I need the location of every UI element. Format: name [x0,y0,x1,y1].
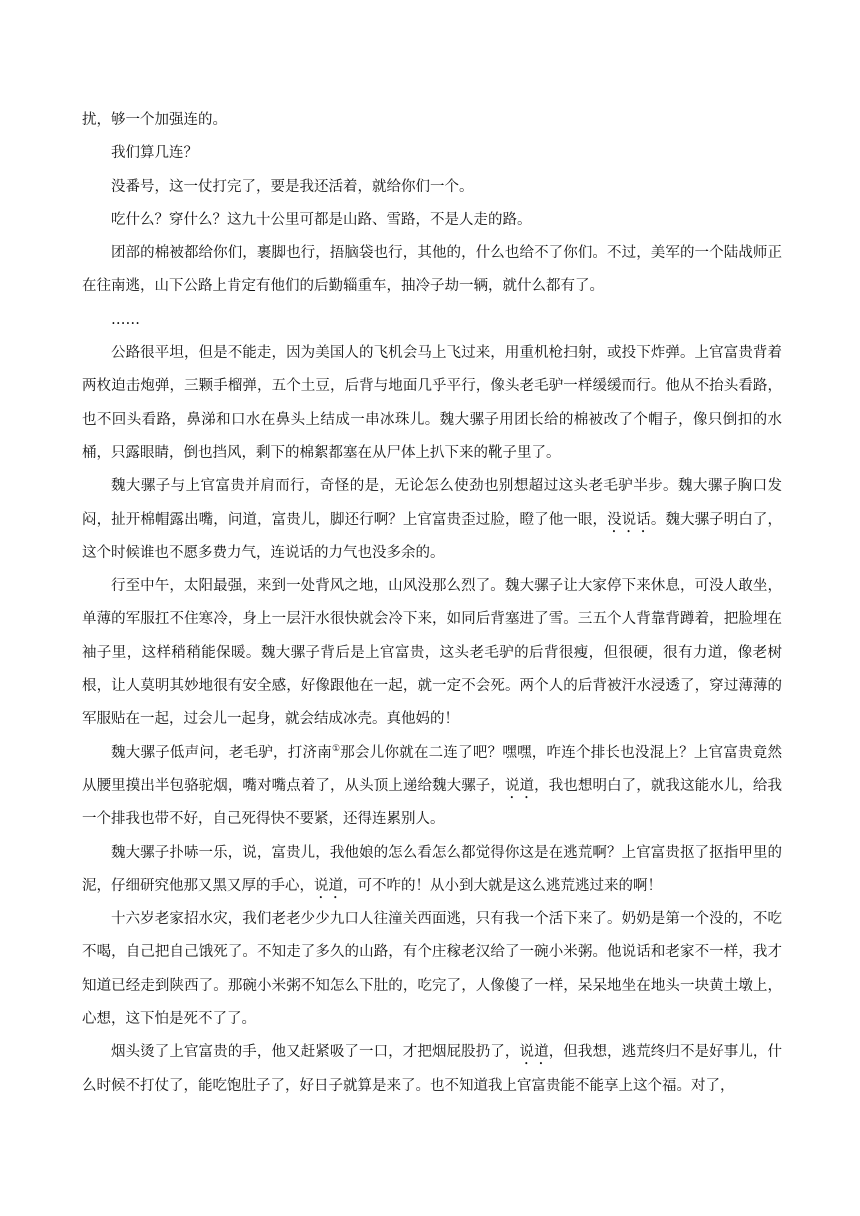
paragraph: 公路很平坦，但是不能走，因为美国人的飞机会马上飞过来，用重机枪扫射，或投下炸弹。上官富贵背着两枚迫击炮弹，三颗手榴弹，五个土豆，后背与地面几乎平行，像头老毛驴一样缓缓而行。他从不抬头看路，也不回头看路，鼻涕和口水在鼻头上结成一串冰珠儿。魏大骡子用团长给的棉被改了个帽子，像只倒扣的水桶，只露眼睛，倒也挡风，剩下的棉絮都塞在从尸体上扒下来的靴子里了。 [82,345,782,461]
paragraph: 魏大骡子与上官富贵并肩而行，奇怪的是，无论怎么使劲也别想超过这头老毛驴半步。魏大骡子胸口发闷，扯开棉帽露出嘴，问道，富贵儿，脚还行啊？上官富贵歪过脸，瞪了他一眼，没说话。魏大骡子明白了，这个时候谁也不愿多费力气，连说话的力气也没多余的。 [82,478,783,561]
footnote-marker: ① [331,743,341,754]
paragraph: 没番号，这一仗打完了，要是我还活着，就给你们一个。 [111,178,474,195]
emphasized-phrase: 说道 [519,1044,549,1061]
paragraph: 十六岁老家招水灾，我们老老少少九口人往潼关西面逃，只有我一个活下来了。奶奶是第一个没的，不吃不喝，自己把自己饿死了。不知走了多久的山路，有个庄稼老汉给了一碗小米粥。他说话和老家不一样，我才知道已经走到陕西了。那碗小米粥不知怎么下肚的，吃完了，人像傻了一样，呆呆地坐在地头一块黄土墩上，心想，这下怕是死不了了。 [82,911,782,1028]
paragraph: 烟头烫了上官富贵的手，他又赶紧吸了一口，才把烟屁股扔了，说道，但我想，逃荒终归不是好事儿，什么时候不打仗了，能吃饱肚子了，好日子就算是来了。也不知道我上官富贵能不能享上这个福。对了， [82,1044,783,1094]
emphasized-phrase: 说道 [314,877,343,894]
ellipsis-line: …… [111,311,140,328]
article-body [82,104,782,1103]
paragraph: 行至中午，太阳最强，来到一处背风之地，山风没那么烈了。魏大骡子让大家停下来休息，可没人敢坐，单薄的军服扛不住寒冷，身上一层汗水很快就会冷下来，如同后背塞进了雪。三五个人背靠背蹲着，把脸埋在袖子里，这样稍稍能保暖。魏大骡子背后是上官富贵，这头老毛驴的后背很瘦，但很硬，很有力道，像老树根，让人莫明其妙地很有安全感，好像跟他在一起，就一定不会死。两个人的后背被汗水浸透了，穿过薄薄的军服贴在一起，过会儿一起身，就会结成冰壳。真他妈的！ [82,578,782,728]
paragraph: 团部的棉被都给你们，裹脚也行，捂脑袋也行，其他的，什么也给不了你们。不过，美军的一个陆战师正在往南逃，山下公路上肯定有他们的后勤辎重车，抽冷子劫一辆，就什么都有了。 [82,245,782,295]
paragraph: 吃什么？穿什么？这九十公里可都是山路、雪路，不是人走的路。 [111,211,532,228]
emphasized-phrase: 说道 [504,777,535,794]
paragraph: 我们算几连？ [111,145,198,162]
paragraph: 魏大骡子扑哧一乐，说，富贵儿，我他娘的怎么看怎么都觉得你这是在逃荒啊？上官富贵抠了抠指甲里的泥，仔细研究他那又黑又厚的手心，说道，可不咋的！从小到大就是这么逃荒逃过来的啊！ [82,844,782,894]
emphasized-phrase: 没说话 [607,511,651,528]
paragraph: 扰，够一个加强连的。 [82,112,227,128]
paragraph: 魏大骡子低声问，老毛驴，打济南①那会儿你就在二连了吧？嘿嘿，咋连个排长也没混上？上官富贵竟然从腰里摸出半包骆驼烟，嘴对嘴点着了，从头顶上递给魏大骡子，说道，我也想明白了，就我这能水儿，给我一个排我也带不好，自己死得快不要紧，还得连累别人。 [82,743,783,828]
